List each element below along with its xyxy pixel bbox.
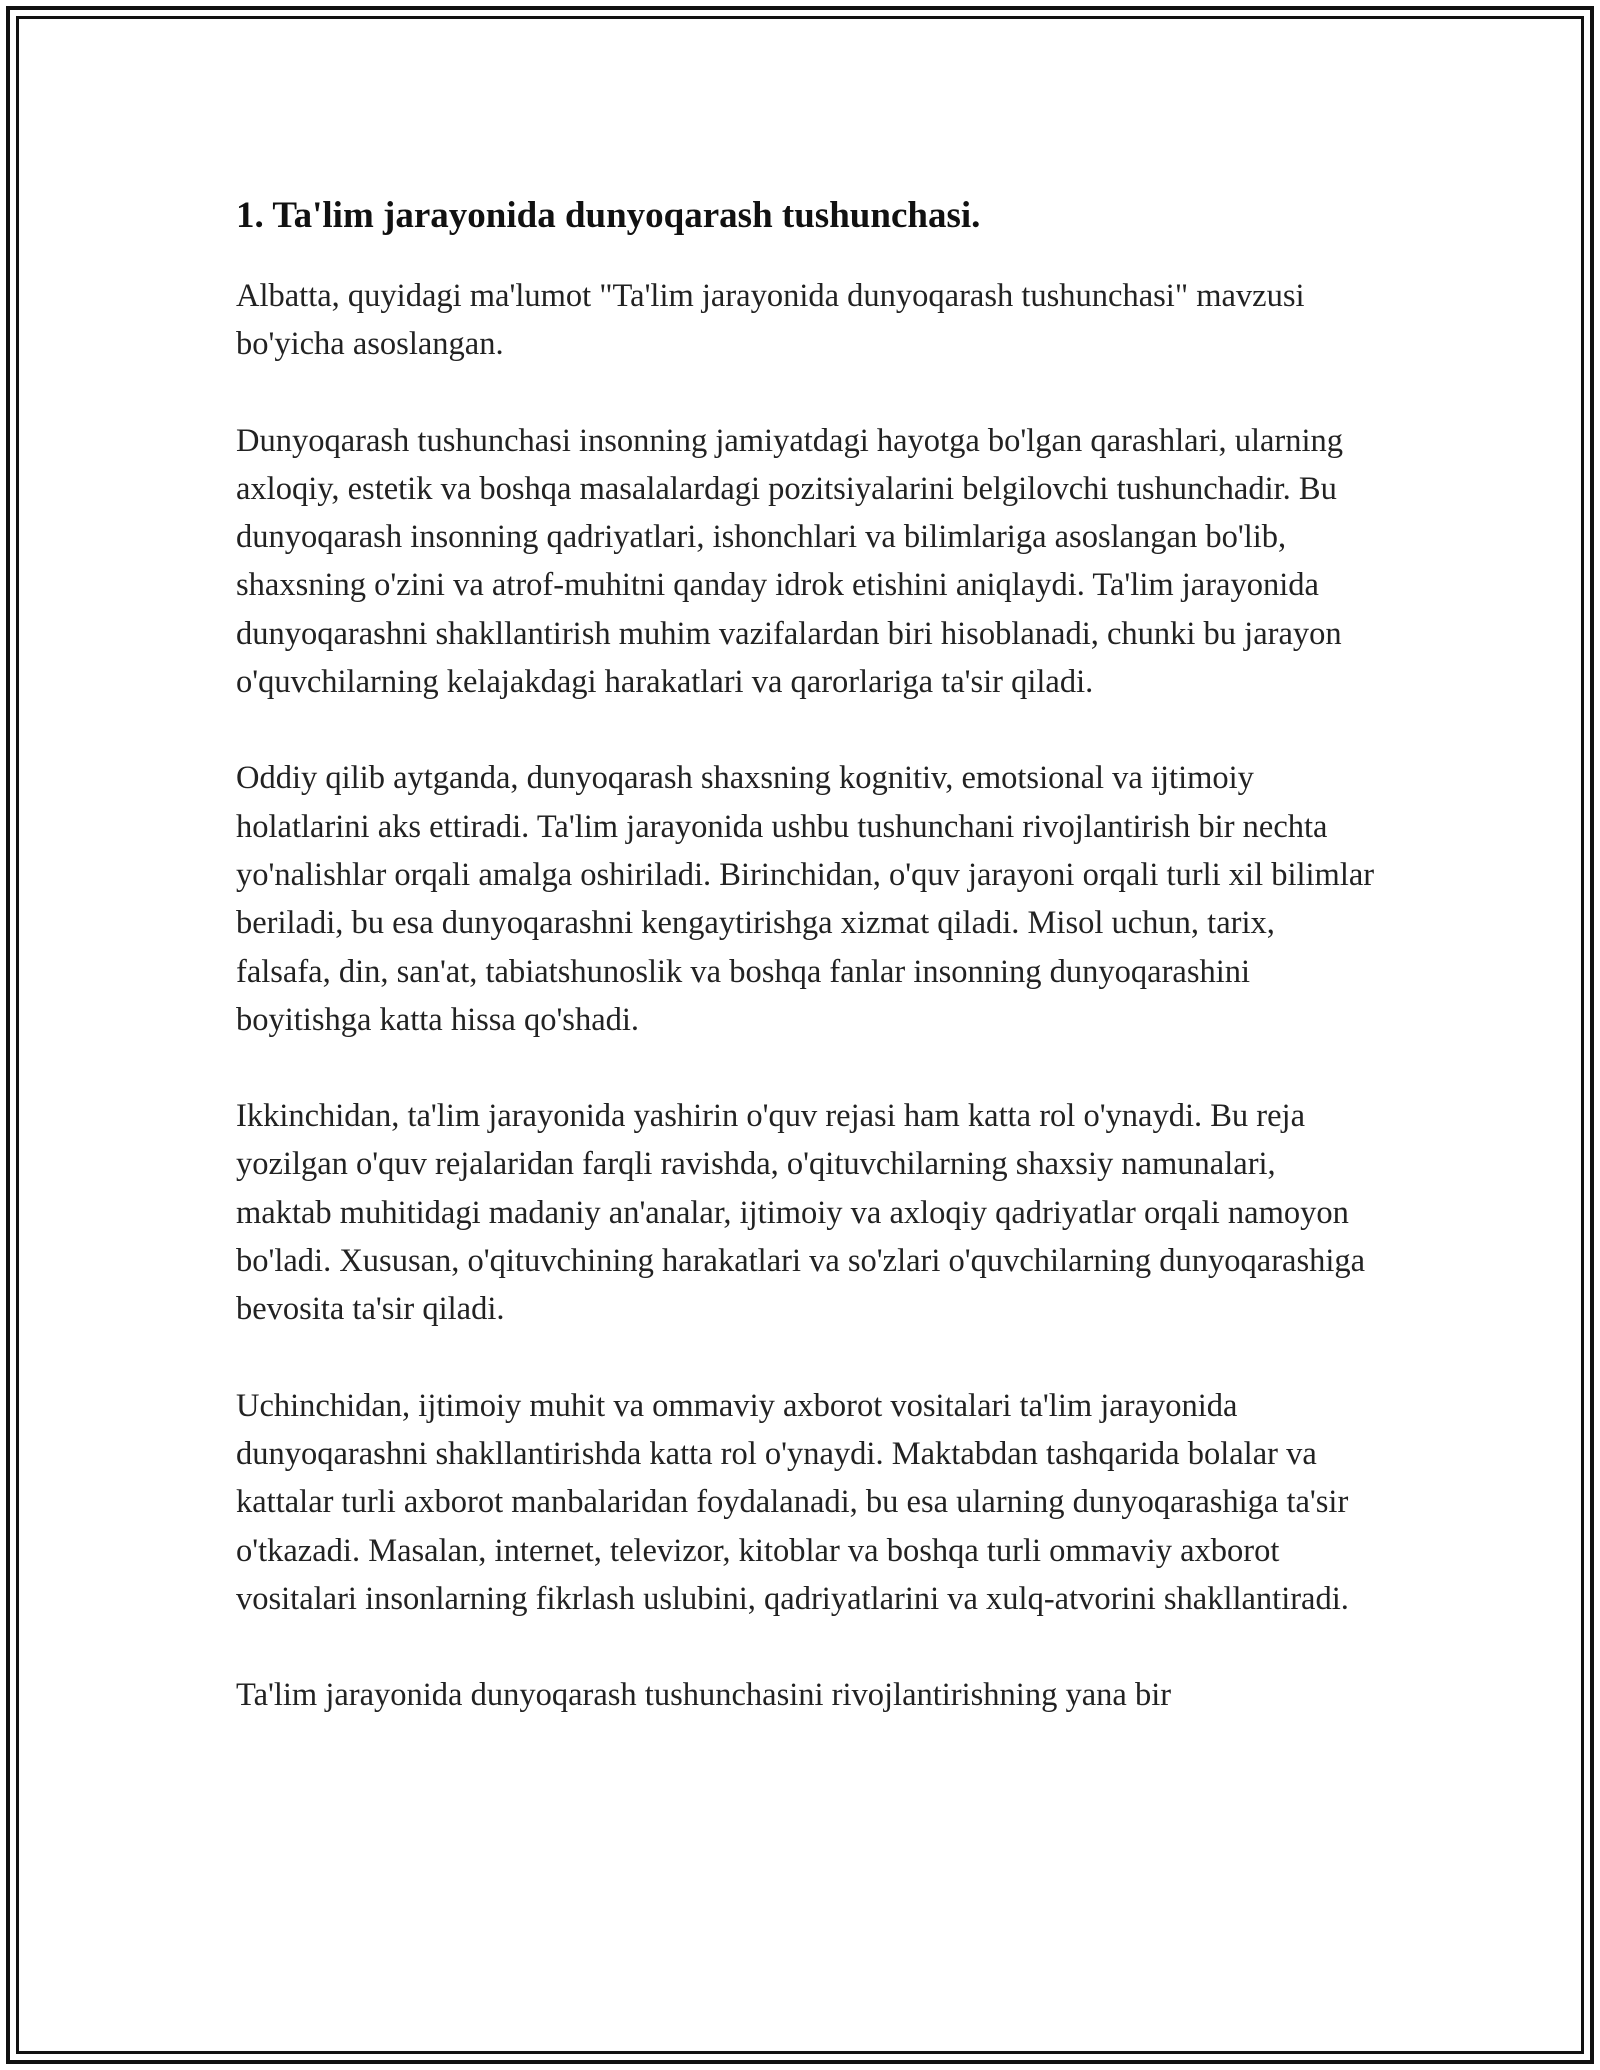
paragraph-continuation: Ta'lim jarayonida dunyoqarash tushunchasini rivojlantirishning yana bir xyxy=(236,1677,1172,1714)
paragraph-first-point: Oddiy qilib aytganda, dunyoqarash shaxsning kognitiv, emotsional va ijtimoiy holatlarini aks ettiradi. Ta'lim jarayonida ushbu tushunchani rivojlantirish bir nechta yo'nalishlar orqali amalga oshiriladi. Birinchidan, o'quv jarayoni orqali turli xil bilimlar beriladi, bu esa dunyoqarashni kengaytirishga xizmat qiladi. Misol uchun, tarix, falsafa, din, san'at, tabiatshunoslik va boshqa fanlar insonning dunyoqarashini boyitishga katta hissa qo'shadi. xyxy=(236,760,1375,1038)
paragraph-intro: Albatta, quyidagi ma'lumot "Ta'lim jarayonida dunyoqarash tushunchasi" mavzusi bo'yicha asoslangan. xyxy=(236,278,1305,363)
document-title: 1. Ta'lim jarayonida dunyoqarash tushunchasi. xyxy=(236,195,981,236)
paragraph-third-point: Uchinchidan, ijtimoiy muhit va ommaviy axborot vositalari ta'lim jarayonida dunyoqarashni shakllantirishda katta rol o'ynaydi. Maktabdan tashqarida bolalar va kattalar turli axborot manbalaridan foydalanadi, bu esa ularning dunyoqarashiga ta'sir o'tkazadi. Masalan, internet, televizor, kitoblar va boshqa turli ommaviy axborot vositalari insonlarning fikrlash uslubini, qadriyatlarini va xulq-atvorini shakllantiradi. xyxy=(236,1387,1349,1617)
paragraph-second-point: Ikkinchidan, ta'lim jarayonida yashirin o'quv rejasi ham katta rol o'ynaydi. Bu reja yozilgan o'quv rejalaridan farqli ravishda, o'qituvchilarning shaxsiy namunalari, maktab muhitidagi madaniy an'analar, ijtimoiy va axloqiy qadriyatlar orqali namoyon bo'ladi. Xususan, o'qituvchining harakatlari va so'zlari o'quvchilarning dunyoqarashiga bevosita ta'sir qiladi. xyxy=(236,1098,1366,1328)
paragraph-definition: Dunyoqarash tushunchasi insonning jamiyatdagi hayotga bo'lgan qarashlari, ularning axloqiy, estetik va boshqa masalalardagi pozitsiyalarini belgilovchi tushunchadir. Bu dunyoqarash insonning qadriyatlari, ishonchlari va bilimlariga asoslangan bo'lib, shaxsning o'zini va atrof-muhitni qanday idrok etishini aniqlaydi. Ta'lim jarayonida dunyoqarashni shakllantirish muhim vazifalardan biri hisoblanadi, chunki bu jarayon o'quvchilarning kelajakdagi harakatlari va qarorlariga ta'sir qiladi. xyxy=(236,422,1343,701)
document-body xyxy=(236,188,1376,1767)
